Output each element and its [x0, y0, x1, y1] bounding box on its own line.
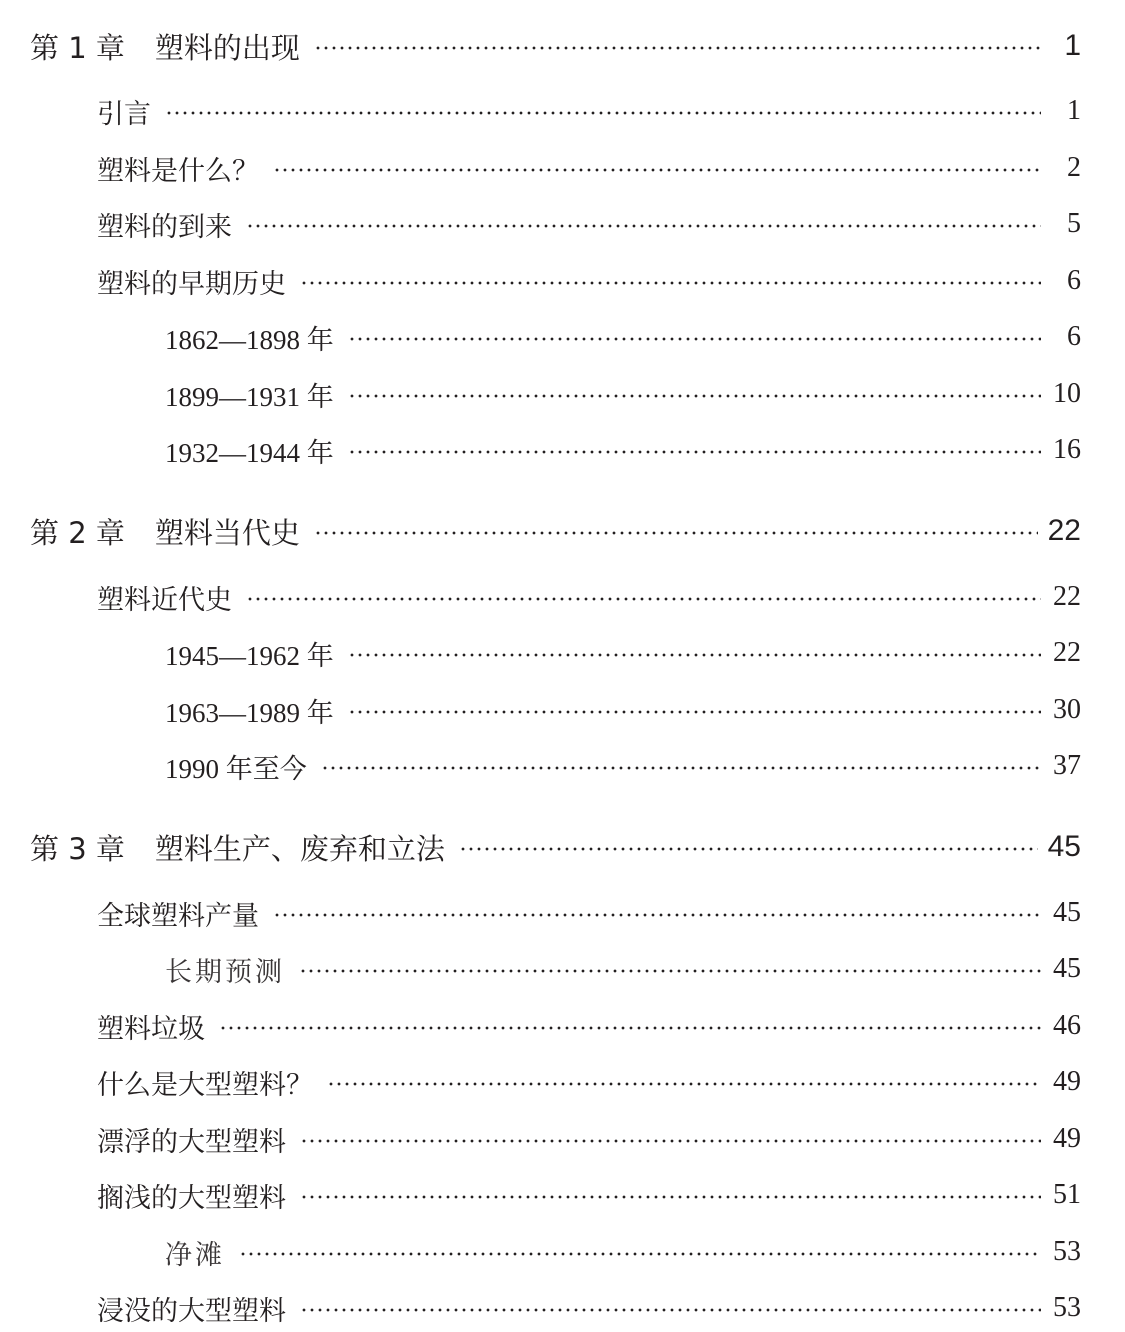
page-number: 45 [1053, 953, 1081, 984]
page-number: 1 [1067, 95, 1081, 126]
dot-leader [321, 765, 1041, 771]
page-number: 2 [1067, 152, 1081, 183]
toc-entry[interactable] [0, 257, 1125, 305]
toc-chapter-3[interactable] [0, 823, 1125, 871]
entry-title: 塑料是什么？ [97, 155, 259, 187]
chapter-title: 塑料生产、废弃和立法 [154, 831, 445, 866]
page-number: 37 [1053, 750, 1081, 781]
toc-entry[interactable] [0, 1002, 1125, 1050]
entry-title: 长期预测 [165, 956, 285, 987]
dot-leader [348, 449, 1041, 455]
toc-chapter-1[interactable] [0, 22, 1125, 70]
chapter-label: 第 3 章 [30, 831, 125, 866]
page-number: 22 [1047, 514, 1081, 547]
entry-title: 1862—1898 年 [165, 324, 334, 355]
dot-leader [300, 1194, 1041, 1200]
dot-leader [219, 1025, 1041, 1031]
entry-title: 1899—1931 年 [165, 381, 334, 412]
entry-title: 1990 年至今 [165, 753, 307, 784]
page-number: 45 [1053, 897, 1081, 928]
dot-leader [299, 968, 1041, 974]
dot-leader [348, 393, 1041, 399]
toc-entry[interactable] [0, 1115, 1125, 1163]
dot-leader [327, 1081, 1041, 1087]
page-number: 30 [1053, 694, 1081, 725]
toc-subentry[interactable] [0, 629, 1125, 677]
entry-title: 什么是大型塑料？ [97, 1069, 313, 1101]
toc-subentry[interactable] [0, 370, 1125, 418]
page-number: 22 [1053, 581, 1081, 612]
toc-entry[interactable] [0, 1284, 1125, 1332]
chapter-heading [30, 827, 445, 868]
entry-title: 1932—1944 年 [165, 437, 334, 468]
toc-subentry[interactable] [0, 1228, 1125, 1276]
chapter-heading [30, 511, 300, 552]
dot-leader [459, 846, 1038, 852]
page-number: 45 [1047, 830, 1081, 863]
toc-entry[interactable] [0, 144, 1125, 192]
dot-leader [300, 280, 1041, 286]
dot-leader [348, 336, 1041, 342]
dot-leader [273, 167, 1041, 173]
entry-title: 引言 [97, 98, 151, 130]
dot-leader [300, 1138, 1041, 1144]
page-number: 16 [1053, 434, 1081, 465]
dot-leader [239, 1251, 1041, 1257]
entry-title: 塑料近代史 [97, 584, 232, 616]
toc-entry[interactable] [0, 200, 1125, 248]
chapter-title: 塑料当代史 [154, 515, 300, 550]
chapter-heading [30, 26, 300, 67]
page-number: 22 [1053, 637, 1081, 668]
dot-leader [246, 596, 1041, 602]
toc-subentry[interactable] [0, 426, 1125, 474]
page-number: 6 [1067, 265, 1081, 296]
page-number: 53 [1053, 1292, 1081, 1323]
entry-title: 塑料的到来 [97, 211, 232, 243]
toc-chapter-2[interactable] [0, 507, 1125, 555]
toc-subentry[interactable] [0, 313, 1125, 361]
entry-title: 搁浅的大型塑料 [97, 1182, 286, 1214]
toc-subentry[interactable] [0, 742, 1125, 790]
entry-title: 浸没的大型塑料 [97, 1295, 286, 1327]
page-number: 49 [1053, 1123, 1081, 1154]
toc-entry[interactable] [0, 1058, 1125, 1106]
chapter-label: 第 2 章 [30, 515, 125, 550]
page-number: 1 [1064, 29, 1081, 62]
dot-leader [348, 652, 1041, 658]
toc-entry[interactable] [0, 1171, 1125, 1219]
page-number: 49 [1053, 1066, 1081, 1097]
toc-entry[interactable] [0, 889, 1125, 937]
dot-leader [348, 709, 1041, 715]
page-number: 10 [1053, 378, 1081, 409]
page-number: 51 [1053, 1179, 1081, 1210]
toc-entry[interactable] [0, 87, 1125, 135]
dot-leader [314, 45, 1041, 51]
entry-title: 塑料垃圾 [97, 1013, 205, 1045]
entry-title: 塑料的早期历史 [97, 268, 286, 300]
toc-subentry[interactable] [0, 945, 1125, 993]
page-number: 5 [1067, 208, 1081, 239]
page-number: 46 [1053, 1010, 1081, 1041]
chapter-title: 塑料的出现 [154, 30, 300, 65]
toc-entry[interactable] [0, 573, 1125, 621]
toc-subentry[interactable] [0, 686, 1125, 734]
entry-title: 净滩 [165, 1239, 225, 1270]
page-number: 6 [1067, 321, 1081, 352]
dot-leader [165, 110, 1041, 116]
page-number: 53 [1053, 1236, 1081, 1267]
entry-title: 1963—1989 年 [165, 697, 334, 728]
dot-leader [300, 1307, 1041, 1313]
dot-leader [246, 223, 1041, 229]
chapter-label: 第 1 章 [30, 30, 125, 65]
entry-title: 漂浮的大型塑料 [97, 1126, 286, 1158]
dot-leader [273, 912, 1041, 918]
dot-leader [314, 530, 1038, 536]
entry-title: 1945—1962 年 [165, 640, 334, 671]
entry-title: 全球塑料产量 [97, 900, 259, 932]
